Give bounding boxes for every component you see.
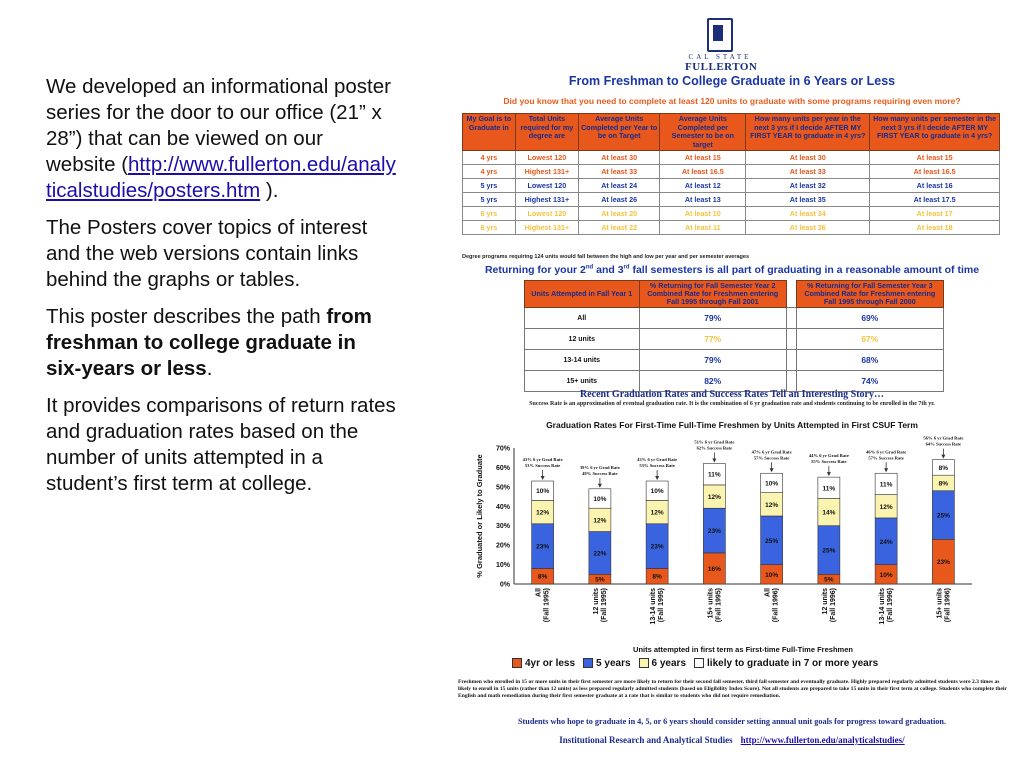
x-tick-label: 15+ units xyxy=(707,588,715,619)
data-label: 8% xyxy=(938,480,949,488)
data-label: 5% xyxy=(824,576,834,584)
table-cell: 6 yrs xyxy=(463,221,516,235)
data-label: 5% xyxy=(595,576,605,584)
table-cell: At least 32 xyxy=(746,179,870,193)
x-tick-label: 13-14 units xyxy=(650,588,658,625)
y-tick-label: 10% xyxy=(495,562,510,570)
data-label: 12% xyxy=(879,503,893,511)
table-cell: 5 yrs xyxy=(463,193,516,207)
x-tick-label: (Fall 1995) xyxy=(600,588,608,623)
data-label: 8% xyxy=(938,464,949,472)
grad-rate-annotation: 47% 6 yr Grad Rate xyxy=(751,449,792,455)
legend-item-4yr: 4yr or less xyxy=(512,658,575,669)
table-cell: At least 11 xyxy=(660,221,746,235)
goal-header-2: Average Units Completed per Year to be on Target xyxy=(579,114,660,151)
x-tick-label: (Fall 1995) xyxy=(715,588,723,623)
y-tick-label: 20% xyxy=(495,542,510,550)
csuf-logo: CAL STATE FULLERTON xyxy=(685,18,755,73)
x-tick-label: (Fall 1996) xyxy=(772,588,780,623)
table-cell: 13-14 units xyxy=(525,350,640,371)
data-label: 12% xyxy=(593,517,607,525)
table-cell: 12 units xyxy=(525,329,640,350)
legend-swatch-7yr xyxy=(694,658,704,668)
x-tick-label: (Fall 1996) xyxy=(887,588,895,623)
y-tick-label: 40% xyxy=(495,503,510,511)
table-cell: 74% xyxy=(796,371,943,392)
data-label: 23% xyxy=(707,528,721,536)
data-label: 25% xyxy=(765,537,779,545)
success-rate-annotation: 62% Success Rate xyxy=(696,445,733,451)
x-tick-label: All xyxy=(764,588,772,597)
x-tick-label: (Fall 1996) xyxy=(829,588,837,623)
legend-item-7yr: likely to graduate in 7 or more years xyxy=(694,658,878,669)
y-axis-title: % Graduated or Likely to Graduate xyxy=(475,454,484,578)
table-cell: At least 15 xyxy=(660,151,746,165)
x-tick-label-group xyxy=(879,588,894,625)
legend-swatch-4yr xyxy=(512,658,522,668)
table-cell: At least 16.5 xyxy=(660,165,746,179)
table-cell: Highest 131+ xyxy=(515,221,578,235)
table-cell: 4 yrs xyxy=(463,151,516,165)
x-tick-label-group xyxy=(707,588,722,622)
table-cell: At least 13 xyxy=(660,193,746,207)
data-label: 25% xyxy=(936,512,950,520)
table-cell: At least 26 xyxy=(579,193,660,207)
goal-line: Students who hope to graduate in 4, 5, or 6 years should consider setting annual unit goals for progress toward graduation. xyxy=(517,717,946,726)
data-label: 11% xyxy=(708,471,721,479)
table-cell: At least 10 xyxy=(660,207,746,221)
data-label: 8% xyxy=(652,573,662,581)
graduation-rates-chart xyxy=(452,430,1012,656)
table-cell: 5 yrs xyxy=(463,179,516,193)
posters-link[interactable]: http://www.fullerton.edu/analyticalstudies/posters.htm xyxy=(46,153,396,202)
grad-rate-annotation: 44% 6 yr Grad Rate xyxy=(808,453,849,459)
table-cell: At least 16 xyxy=(870,179,1000,193)
data-label: 25% xyxy=(822,547,836,555)
table-cell: Highest 131+ xyxy=(515,165,578,179)
office-link[interactable]: http://www.fullerton.edu/analyticalstudies/ xyxy=(740,735,905,745)
goal-header-0: My Goal is to Graduate in xyxy=(463,114,516,151)
poster-title: From Freshman to College Graduate in 6 Years or Less xyxy=(568,74,896,88)
data-label: 12% xyxy=(707,494,721,502)
arrow-head-icon xyxy=(827,472,831,476)
success-rate-annotation: 64% Success Rate xyxy=(925,441,962,447)
description-text xyxy=(46,74,396,508)
grad-rate-annotation: 51% 6 yr Grad Rate xyxy=(694,439,735,445)
x-tick-label: (Fall 1996) xyxy=(944,588,952,623)
table-cell: At least 36 xyxy=(746,221,870,235)
data-label: 10% xyxy=(650,488,664,496)
poster xyxy=(452,18,1012,758)
x-tick-label: (Fall 1995) xyxy=(658,588,666,623)
returning-header-year2: % Returning for Fall Semester Year 2 Combined Rate for Freshmen entering Fall 1995 through Fall 2001 xyxy=(639,281,786,308)
arrow-head-icon xyxy=(712,459,716,463)
table-row xyxy=(463,193,1000,207)
table-cell: At least 33 xyxy=(746,165,870,179)
data-label: 12% xyxy=(765,501,779,509)
poster-subtitle: Did you know that you need to complete at least 120 units to graduate with some programs requiring even more? xyxy=(503,96,961,106)
table-cell: At least 16.5 xyxy=(870,165,1000,179)
table-cell: At least 35 xyxy=(746,193,870,207)
data-label: 12% xyxy=(650,509,664,517)
x-axis-title: Units attempted in first term as First-time Full-Time Freshmen xyxy=(633,645,853,654)
footnote: Freshmen who enrolled in 15 or more units in their first semester are more likely to return for their second fall semester, third fall semester and eventually graduate. Highly prepared regularly admitted students were 2.3 times as likely to enroll in 15 units (rather than 12 units) as less prepared regularly admitted students (based on Eligibility Index Score). Not all students are prepared to take 15 units in their first term at college. Students who complete their English and math remediation during their first semester graduate at a rate that is similar to students who did not require remediation. xyxy=(458,679,1007,699)
table-cell: At least 30 xyxy=(746,151,870,165)
arrow-head-icon xyxy=(655,476,659,480)
goal-header-1: Total Units required for my degree are xyxy=(515,114,578,151)
data-label: 23% xyxy=(536,543,550,551)
table-cell: 6 yrs xyxy=(463,207,516,221)
table-cell: At least 12 xyxy=(660,179,746,193)
table-cell: Lowest 120 xyxy=(515,151,578,165)
table-row xyxy=(463,151,1000,165)
arrow-head-icon xyxy=(598,484,602,488)
goal-header-3: Average Units Completed per Semester to be on target xyxy=(660,114,746,151)
data-label: 8% xyxy=(537,573,548,581)
data-label: 23% xyxy=(650,543,664,551)
y-tick-label: 50% xyxy=(495,484,510,492)
success-rate-annotation: 55% Success Rate xyxy=(811,459,847,465)
arrow-head-icon xyxy=(884,468,888,472)
table-cell: At least 17 xyxy=(870,207,1000,221)
table-row xyxy=(463,221,1000,235)
table-row xyxy=(525,350,944,371)
table-cell: At least 20 xyxy=(579,207,660,221)
data-label: 14% xyxy=(822,509,836,517)
success-rate-annotation: 57% Success Rate xyxy=(868,455,904,461)
y-tick-label: 0% xyxy=(499,581,510,589)
returning-table xyxy=(524,280,944,392)
data-label: 16% xyxy=(707,565,721,573)
table-cell: Lowest 120 xyxy=(515,179,578,193)
data-label: 23% xyxy=(936,559,950,567)
y-tick-label: 30% xyxy=(495,523,510,531)
table-cell: At least 17.5 xyxy=(870,193,1000,207)
table-cell: At least 18 xyxy=(870,221,1000,235)
paragraph-topics: The Posters cover topics of interest and the web versions contain links behind the graphs or tables. xyxy=(46,216,368,291)
table-cell: 79% xyxy=(639,350,786,371)
table-cell: At least 33 xyxy=(579,165,660,179)
grad-rate-annotation: 39% 6 yr Grad Rate xyxy=(579,464,620,470)
x-tick-label: 15+ units xyxy=(936,588,944,619)
success-rate-annotation: 53% Success Rate xyxy=(639,463,675,469)
data-label: 10% xyxy=(536,488,550,496)
table-cell: 82% xyxy=(639,371,786,392)
table-cell: 4 yrs xyxy=(463,165,516,179)
x-tick-label-group xyxy=(936,588,951,622)
office-line: Institutional Research and Analytical Studies http://www.fullerton.edu/analyticalstudies/ xyxy=(559,735,905,745)
unit-goals-table xyxy=(462,113,1000,235)
x-tick-label-group xyxy=(593,588,608,622)
table-cell: At least 22 xyxy=(579,221,660,235)
grad-rate-annotation: 46% 6 yr Grad Rate xyxy=(866,449,907,455)
arrow-head-icon xyxy=(941,455,945,459)
grad-rate-annotation: 43% 6 yr Grad Rate xyxy=(522,457,563,463)
table-row xyxy=(463,207,1000,221)
story-subtitle: Success Rate is an approximation of eventual graduation rate. It is the combination of 6 yr graduation rate and students continuing to be enrolled in the 7th yr. xyxy=(529,401,935,407)
chart-legend xyxy=(512,658,878,669)
grad-rate-annotation: 43% 6 yr Grad Rate xyxy=(637,457,678,463)
paragraph-intro: We developed an informational poster series for the door to our office (21” x 28”) that can be viewed on our website (http://www.fullerton.edu/analyticalstudies/posters.htm ). xyxy=(46,75,396,202)
x-tick-label-group xyxy=(822,588,837,622)
x-tick-label: All xyxy=(535,588,543,597)
table-row xyxy=(525,329,944,350)
success-rate-annotation: 49% Success Rate xyxy=(582,470,618,476)
table-cell: 68% xyxy=(796,350,943,371)
x-tick-label-group xyxy=(536,588,551,622)
arrow-head-icon xyxy=(770,468,774,472)
data-label: 10% xyxy=(765,480,779,488)
data-label: 10% xyxy=(879,571,893,579)
x-tick-label: 12 units xyxy=(592,588,600,615)
table-cell: 69% xyxy=(796,308,943,329)
paragraph-comparisons: It provides comparisons of return rates and graduation rates based on the number of units attempted in a student’s first term at college. xyxy=(46,394,396,495)
legend-item-6yr: 6 years xyxy=(639,658,686,669)
table-cell: 77% xyxy=(639,329,786,350)
legend-swatch-5yr xyxy=(583,658,593,668)
paragraph-path: This poster describes the path from freshman to college graduate in six-years or less. xyxy=(46,305,372,380)
table-cell: 15+ units xyxy=(525,371,640,392)
data-label: 24% xyxy=(879,538,893,546)
table-cell: At least 34 xyxy=(746,207,870,221)
success-rate-annotation: 53% Success Rate xyxy=(524,463,561,469)
data-label: 11% xyxy=(822,485,836,493)
x-tick-label-group xyxy=(650,588,665,625)
data-label: 10% xyxy=(765,571,779,579)
table-cell: At least 24 xyxy=(579,179,660,193)
x-tick-label: 13-14 units xyxy=(879,588,887,625)
x-tick-label: 12 units xyxy=(821,588,829,615)
x-tick-label-group xyxy=(765,588,780,622)
legend-item-5yr: 5 years xyxy=(583,658,630,669)
table-cell: Lowest 120 xyxy=(515,207,578,221)
table-row xyxy=(525,308,944,329)
legend-swatch-6yr xyxy=(639,658,649,668)
table-cell: At least 15 xyxy=(870,151,1000,165)
table-cell: 67% xyxy=(796,329,943,350)
data-label: 22% xyxy=(593,550,607,558)
goal-header-4: How many units per year in the next 3 yrs if I decide AFTER MY FIRST YEAR to graduate in 4 yrs? xyxy=(746,114,870,151)
y-tick-label: 70% xyxy=(495,445,510,453)
data-label: 10% xyxy=(593,496,607,504)
table-cell: 79% xyxy=(639,308,786,329)
success-rate-annotation: 57% Success Rate xyxy=(753,455,790,461)
table-row xyxy=(463,165,1000,179)
y-tick-label: 60% xyxy=(495,464,510,472)
x-tick-label: (Fall 1995) xyxy=(543,588,551,623)
table-row xyxy=(463,179,1000,193)
grad-rate-annotation: 56% 6 yr Grad Rate xyxy=(923,435,964,441)
table-cell: All xyxy=(525,308,640,329)
unit-goals-note: Degree programs requiring 124 units would fall between the high and low per year and per semester averages xyxy=(462,254,750,260)
returning-title: Returning for your 2nd and 3rd fall semesters is all part of graduating in a reasonable amount of time xyxy=(484,264,980,276)
returning-header-units: Units Attempted in Fall Year 1 xyxy=(525,281,640,308)
chart-title: Graduation Rates For First-Time Full-Time Freshmen by Units Attempted in First CSUF Term xyxy=(546,420,918,430)
story-title: Recent Graduation Rates and Success Rates Tell an Interesting Story… xyxy=(580,389,884,400)
returning-header-year3: % Returning for Fall Semester Year 3 Combined Rate for Freshmen entering Fall 1995 through Fall 2000 xyxy=(796,281,943,308)
data-label: 12% xyxy=(536,509,550,517)
data-label: 11% xyxy=(879,481,893,489)
logo-mark-icon xyxy=(707,18,733,52)
arrow-head-icon xyxy=(541,476,545,480)
goal-header-5: How many units per semester in the next 3 yrs if I decide AFTER MY FIRST YEAR to graduate in 4 yrs? xyxy=(870,114,1000,151)
table-cell: Highest 131+ xyxy=(515,193,578,207)
table-cell: At least 30 xyxy=(579,151,660,165)
